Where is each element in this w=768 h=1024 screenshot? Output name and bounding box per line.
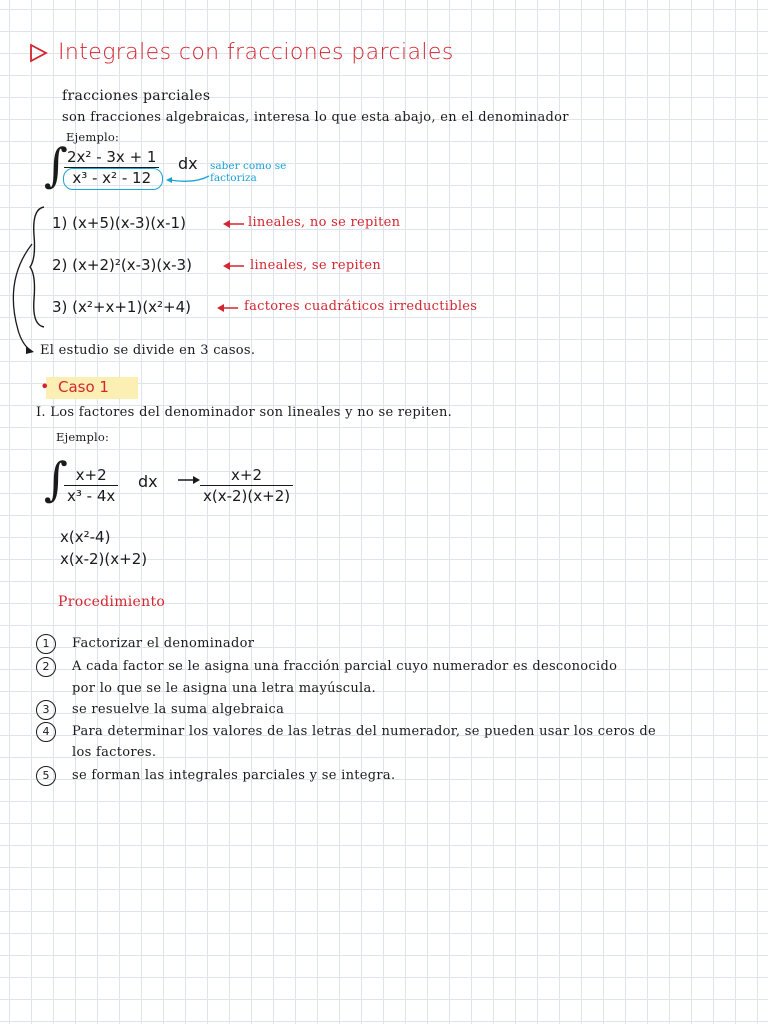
example1-denominator: x³ - x² - 12 xyxy=(72,169,152,187)
case1-expression: 1) (x+5)(x-3)(x-1) xyxy=(52,214,186,232)
blue-arrow-icon xyxy=(164,168,214,188)
caso1-dx: dx xyxy=(138,472,158,491)
step-2-continuation: por lo que se le asigna una letra mayúscula. xyxy=(72,681,376,696)
case2-expression: 2) (x+2)²(x-3)(x-3) xyxy=(52,256,192,274)
caso1-arrow-icon xyxy=(176,474,202,486)
caso1-integrand-numerator: x+2 xyxy=(64,466,118,486)
step-4-continuation: los factores. xyxy=(72,745,157,760)
summary-text: El estudio se divide en 3 casos. xyxy=(40,343,256,358)
caso1-integral-sign: ∫ xyxy=(44,452,68,506)
step-5-text: se forman las integrales parciales y se integra. xyxy=(72,768,396,783)
step-2-text: A cada factor se le asigna una fracción parcial cuyo numerador es desconocido xyxy=(72,659,618,674)
caso1-example-label: Ejemplo: xyxy=(56,430,110,444)
step-1-number: 1 xyxy=(36,634,56,654)
step-3-number: 3 xyxy=(36,700,56,720)
step-3-text: se resuelve la suma algebraica xyxy=(72,702,285,717)
step-4-text: Para determinar los valores de las letras del numerador, se pueden usar los ceros de xyxy=(72,724,656,739)
denominator-highlight-box xyxy=(63,168,163,190)
case3-note: factores cuadráticos irreductibles xyxy=(244,299,478,314)
step-1-text: Factorizar el denominador xyxy=(72,636,255,651)
case3-arrow-icon xyxy=(216,302,240,314)
caso1-integrand xyxy=(64,466,118,505)
step-4-number: 4 xyxy=(36,722,56,742)
step-2-number: 2 xyxy=(36,657,56,677)
subtitle: fracciones parciales xyxy=(62,88,211,104)
case1-arrow-icon xyxy=(222,218,246,230)
step-5-number: 5 xyxy=(36,766,56,786)
example1-numerator: 2x² - 3x + 1 xyxy=(64,148,159,168)
example-label: Ejemplo: xyxy=(66,130,120,144)
caso1-result-numerator: x+2 xyxy=(200,466,293,486)
summary-arrow xyxy=(8,240,48,355)
case1-note: lineales, no se repiten xyxy=(248,215,401,230)
procedure-heading: Procedimiento xyxy=(58,594,166,610)
case3-expression: 3) (x²+x+1)(x²+4) xyxy=(52,298,192,316)
caso1-bullet: • xyxy=(40,377,50,396)
caso1-statement: I. Los factores del denominador son lineales y no se repiten. xyxy=(36,405,453,420)
caso1-result xyxy=(200,466,293,505)
factor-line-1: x(x²-4) xyxy=(60,528,111,546)
title-triangle-icon xyxy=(30,44,48,66)
example1-dx: dx xyxy=(178,154,198,173)
caso1-integrand-denominator: x³ - 4x xyxy=(67,487,116,505)
case2-note: lineales, se repiten xyxy=(250,258,382,273)
caso1-result-denominator: x(x-2)(x+2) xyxy=(203,487,291,505)
factor-line-2: x(x-2)(x+2) xyxy=(60,550,148,568)
definition-text: son fracciones algebraicas, interesa lo que esta abajo, en el denominador xyxy=(62,110,569,125)
caso1-heading: Caso 1 xyxy=(58,378,109,396)
case2-arrow-icon xyxy=(222,260,246,272)
page-title: Integrales con fracciones parciales xyxy=(58,40,454,65)
integral-sign: ∫ xyxy=(44,138,68,192)
factorize-note: saber como se factoriza xyxy=(210,160,287,184)
